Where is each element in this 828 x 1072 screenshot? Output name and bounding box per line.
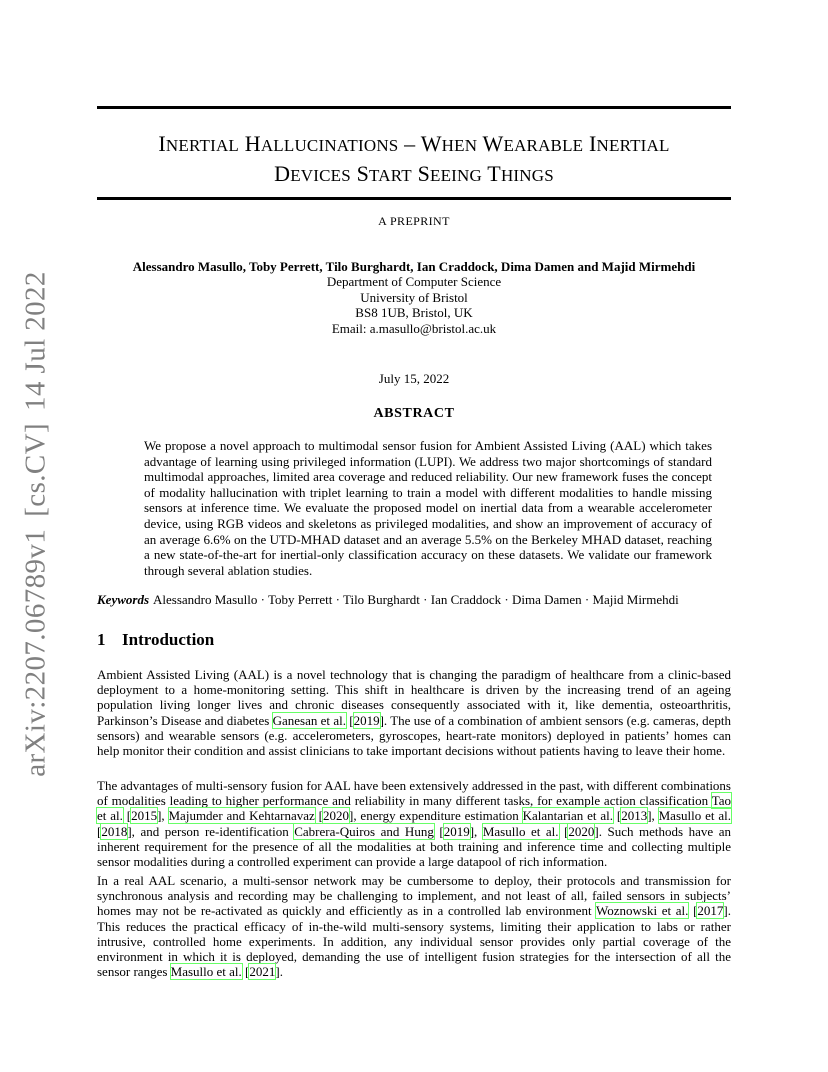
citation-link[interactable]: Tao et al. [97, 793, 731, 824]
citation-link[interactable]: Woznowski et al. [596, 903, 689, 919]
citation-link[interactable]: 2019 [443, 823, 470, 839]
citation-link[interactable]: Masullo et al. [482, 823, 559, 839]
citation-link[interactable]: 2018 [101, 823, 128, 839]
citation-link[interactable]: 2020 [323, 808, 349, 824]
paper-date: July 15, 2022 [378, 371, 450, 386]
citation-link[interactable]: 2021 [249, 964, 276, 980]
citation-link[interactable]: Ganesan et al. [272, 712, 346, 728]
intro-paragraph-3: In a real AAL scenario, a multi-sensor network may be cumbersome to deploy, their protocols and transmission for synchronous analysis and recording may be challenging to implement, and not least of all, failed sensors in subjects’ homes may not be re-activated as quickly and efficiently as in a controlled lab environment Woznowski et al. [2017]. This reduces the practical efficacy of in-the-wild multi-sensory systems, limiting their application to labs or rather intrusive, controlled home experiments. In addition, any individual sensor provides only partial coverage of the environment in which it is deployed, demanding the use of intelligent fusion strategies for the intersection of all the sensor ranges Masullo et al. [2021]. [97, 873, 731, 980]
keywords-text: Alessandro Masullo · Toby Perrett · Tilo Burghardt · Ian Craddock · Dima Damen · Majid Mirmehdi [153, 592, 679, 607]
affiliation [97, 274, 731, 336]
title-rule-top [97, 106, 731, 109]
arxiv-category: [cs.CV] [19, 422, 52, 517]
affiliation-department: Department of Computer Science [326, 274, 502, 289]
title-rule-bottom [97, 197, 731, 200]
title-word: INERTIAL [588, 131, 670, 156]
preprint-label: A PREPRINT [378, 214, 450, 228]
title-word: START [356, 161, 412, 186]
citation-link[interactable]: 2015 [131, 808, 158, 824]
arxiv-stamp [14, 271, 58, 777]
citation-link[interactable]: 2020 [568, 823, 595, 839]
affiliation-address: BS8 1UB, Bristol, UK [355, 305, 473, 321]
title-word: WEARABLE [482, 131, 584, 156]
keywords [97, 592, 731, 608]
arxiv-date: 14 Jul 2022 [19, 271, 52, 411]
title-line-1 [97, 130, 731, 160]
citation-link[interactable]: Cabrera-Quiros and Hung [294, 823, 434, 839]
title-word: – [404, 131, 416, 156]
title-line-2 [97, 160, 731, 190]
abstract-heading: ABSTRACT [373, 406, 455, 421]
title-word: SEEING [417, 161, 482, 186]
citation-link[interactable]: Masullo et al. [658, 808, 731, 824]
citation-link[interactable]: Kalantarian et al. [522, 808, 613, 824]
title-word: HALLUCINATIONS [244, 131, 399, 156]
affiliation-email: Email: a.masullo@bristol.ac.uk [331, 320, 497, 336]
section-title: Introduction [122, 630, 215, 649]
keywords-label: Keywords [97, 592, 149, 607]
citation-link[interactable]: 2017 [697, 903, 724, 919]
affiliation-university: University of Bristol [360, 289, 468, 305]
arxiv-id[interactable]: arXiv:2207.06789v1 [19, 528, 52, 777]
title-word: WHEN [420, 131, 478, 156]
title-word: INERTIAL [158, 131, 240, 156]
arxiv-stamp-text [20, 271, 53, 777]
citation-link[interactable]: 2019 [353, 712, 380, 728]
title-word: DEVICES [274, 161, 351, 186]
section-heading [97, 630, 214, 650]
paper-title [97, 130, 731, 190]
citation-link[interactable]: 2013 [621, 808, 648, 824]
intro-paragraph-1: Ambient Assisted Living (AAL) is a novel technology that is changing the paradigm of healthcare from a clinic-based deployment to a home-monitoring setting. This shift in healthcare is driven by the increasing trend of an ageing population living longer lives and chronic diseases consequently associated with it, like dementia, osteoarthritis, Parkinson’s Disease and diabetes Ganesan et al. [2019]. The use of a combination of ambient sensors (e.g. cameras, depth sensors) and wearable sensors (e.g. accelerometers, gyroscopes, heart-rate monitors) deployed in patients’ homes can help monitor their condition and assist clinicians to take important decisions without patients having to leave their home. [97, 667, 731, 759]
citation-link[interactable]: Majumder and Kehtarnavaz [168, 808, 315, 824]
title-word: THINGS [487, 161, 554, 186]
citation-link[interactable]: Masullo et al. [170, 964, 242, 980]
intro-paragraph-2: The advantages of multi-sensory fusion for AAL have been extensively addressed in the past, with different combinations of modalities leading to higher performance and reliability in many different tasks, for example action classification Tao et al. [2015], Majumder and Kehtarnavaz [2020], energy expenditure estimation Kalantarian et al. [2013], Masullo et al. [2018], and person re-identification Cabrera-Quiros and Hung [2019], Masullo et al. [2020]. Such methods have an inherent requirement for the presence of all the modalities at both training and inference time and collecting multiple sensor modalities during a controlled experiment can provide a large datapool of rich information. [97, 778, 731, 870]
section-number: 1 [97, 630, 106, 649]
author-list: Alessandro Masullo, Toby Perrett, Tilo Burghardt, Ian Craddock, Dima Damen and Majid Mirmehdi [132, 259, 696, 274]
abstract-text: We propose a novel approach to multimodal sensor fusion for Ambient Assisted Living (AAL) which takes advantage of learning using privileged information (LUPI). We address two major shortcomings of standard multimodal approaches, limited area coverage and reduced reliability. Our new framework fuses the concept of modality hallucination with triplet learning to train a model with different modalities to handle missing sensors at inference time. We evaluate the proposed model on inertial data from a wearable accelerometer device, using RGB videos and skeletons as privileged modalities, and show an improvement of accuracy of an average 6.6% on the UTD-MHAD dataset and an average 5.5% on the Berkeley MHAD dataset, reaching a new state-of-the-art for inertial-only classification accuracy on these datasets. We validate our framework through several ablation studies. [144, 438, 712, 578]
